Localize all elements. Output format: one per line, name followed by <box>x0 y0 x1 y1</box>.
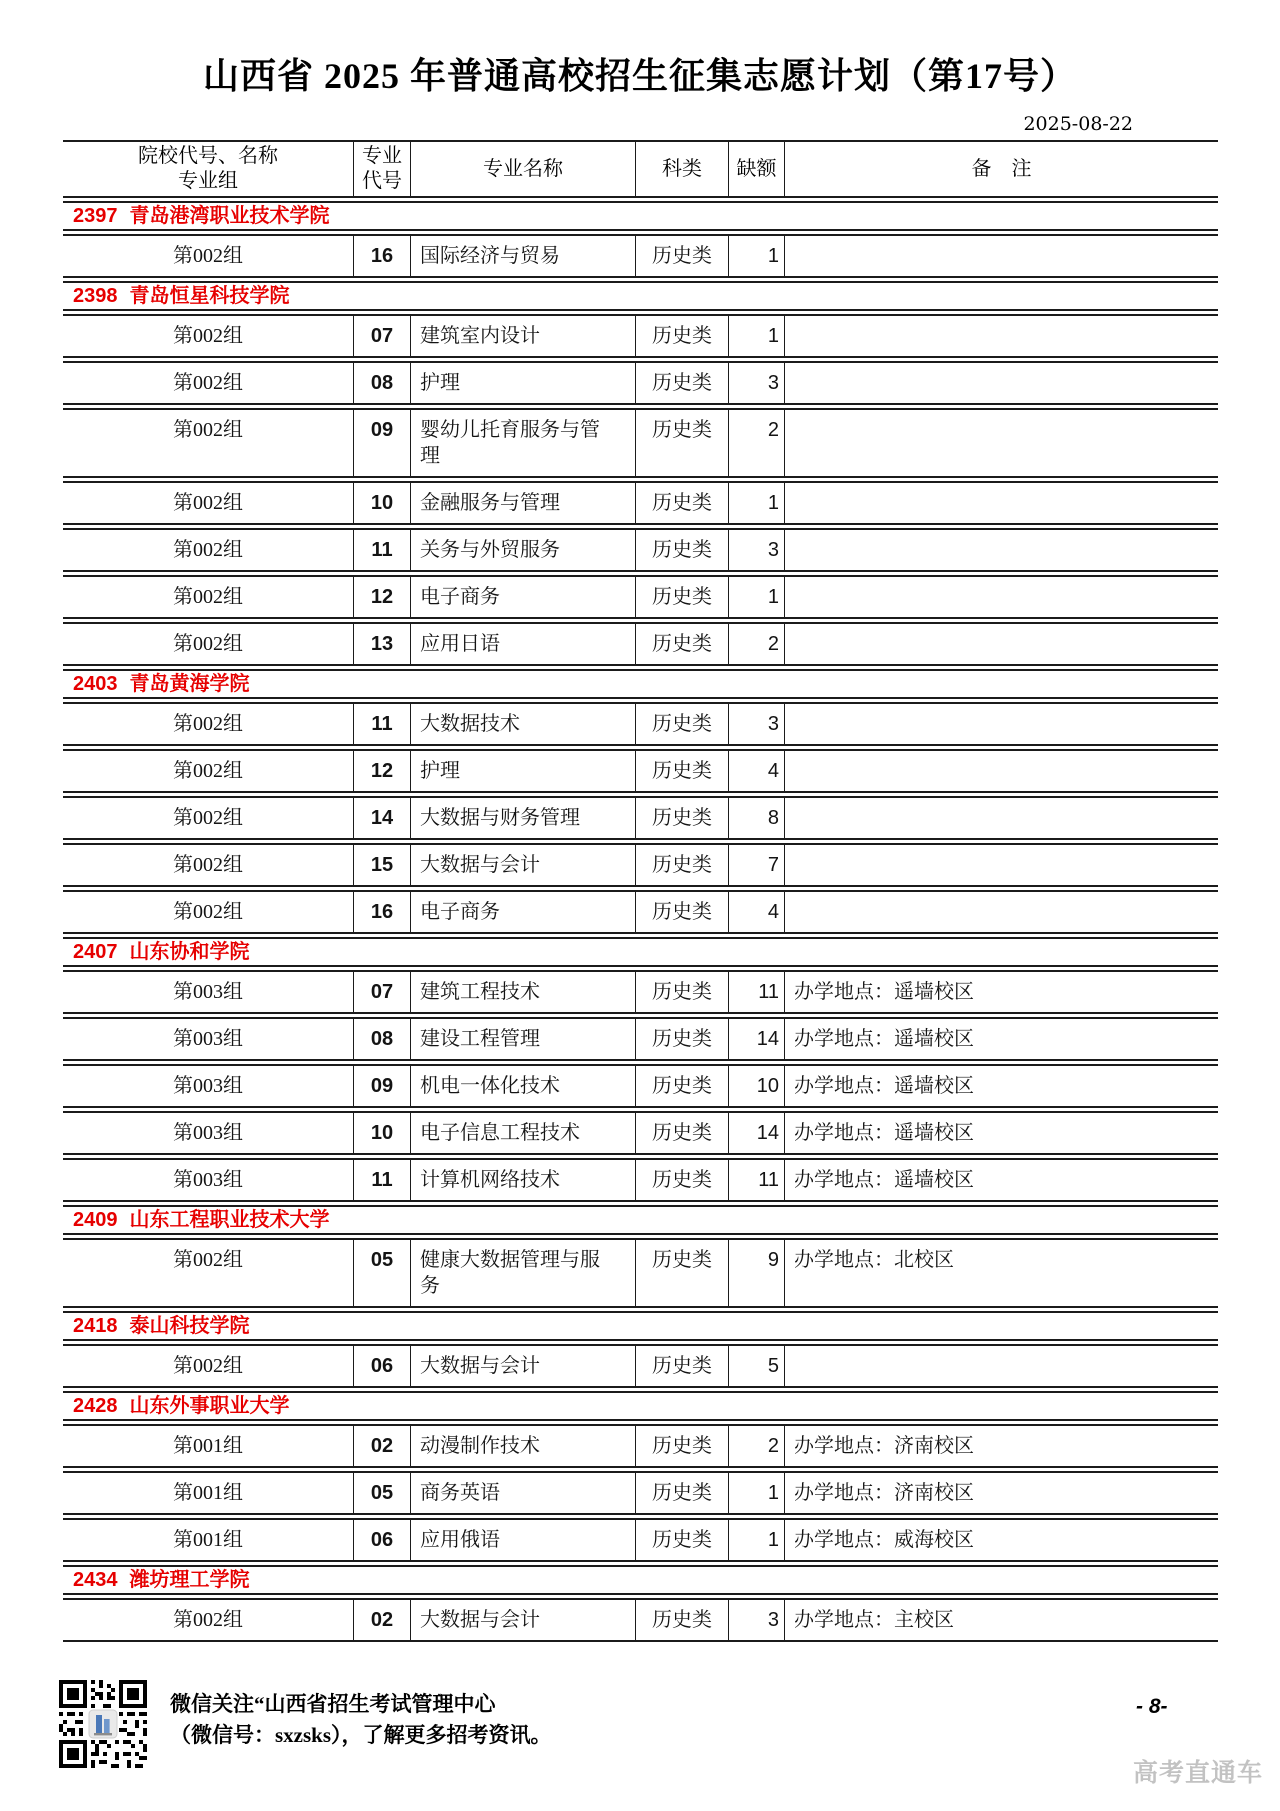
cell-note <box>784 624 1218 664</box>
cell-major-name: 关务与外贸服务 <box>410 530 635 570</box>
cell-vacancy: 11 <box>728 972 784 1012</box>
section-code: 2397 <box>73 205 118 227</box>
section-header <box>63 1205 1218 1235</box>
cell-major-name: 护理 <box>410 751 635 791</box>
table-row <box>63 1344 1218 1388</box>
cell-category: 历史类 <box>635 1066 728 1106</box>
cell-group: 第002组 <box>173 713 243 735</box>
cell-group: 第002组 <box>173 807 243 829</box>
table-row <box>63 843 1218 887</box>
cell-category: 历史类 <box>635 410 728 476</box>
section-code: 2418 <box>73 1315 118 1337</box>
table-header-row <box>63 140 1218 198</box>
header-vacancy-label: 缺额 <box>736 157 777 180</box>
cell-major-name: 婴幼儿托育服务与管理 <box>410 410 635 476</box>
table-row <box>63 408 1218 478</box>
cell-major-name: 电子商务 <box>410 892 635 932</box>
cell-major-name: 大数据与会计 <box>410 1346 635 1386</box>
cell-group: 第002组 <box>173 901 243 923</box>
cell-group: 第001组 <box>173 1482 243 1504</box>
table-row <box>63 528 1218 572</box>
section-name: 青岛恒星科技学院 <box>129 285 290 307</box>
section-name: 山东协和学院 <box>129 941 250 963</box>
cell-vacancy: 1 <box>728 1520 784 1560</box>
cell-group: 第002组 <box>173 854 243 876</box>
table-row <box>63 749 1218 793</box>
cell-category: 历史类 <box>635 1600 728 1640</box>
cell-group: 第003组 <box>173 981 243 1003</box>
table-row <box>63 1111 1218 1155</box>
cell-major-code: 11 <box>353 530 410 570</box>
cell-vacancy: 2 <box>728 410 784 476</box>
cell-note: 办学地点：主校区 <box>784 1600 1218 1640</box>
section-name: 山东外事职业大学 <box>129 1395 290 1417</box>
report-date: 2025-08-22 <box>1023 113 1133 135</box>
cell-major-code: 13 <box>353 624 410 664</box>
table-row <box>63 622 1218 666</box>
cell-note <box>784 483 1218 523</box>
cell-note <box>784 845 1218 885</box>
header-cell-major-name <box>410 142 635 196</box>
cell-major-name: 金融服务与管理 <box>410 483 635 523</box>
cell-category: 历史类 <box>635 1019 728 1059</box>
table-row <box>63 702 1218 746</box>
cell-major-name: 护理 <box>410 363 635 403</box>
cell-vacancy: 1 <box>728 236 784 276</box>
cell-category: 历史类 <box>635 1426 728 1466</box>
section-header <box>63 201 1218 231</box>
cell-note <box>784 363 1218 403</box>
cell-note <box>784 892 1218 932</box>
plan-table <box>63 140 1218 1642</box>
table-row <box>63 1424 1218 1468</box>
cell-major-name: 建筑室内设计 <box>410 316 635 356</box>
header-cell-category <box>635 142 728 196</box>
cell-major-code: 12 <box>353 751 410 791</box>
cell-vacancy: 2 <box>728 1426 784 1466</box>
cell-note: 办学地点：济南校区 <box>784 1426 1218 1466</box>
cell-note <box>784 798 1218 838</box>
cell-group: 第002组 <box>173 633 243 655</box>
cell-group: 第003组 <box>173 1169 243 1191</box>
section-name: 潍坊理工学院 <box>129 1569 250 1591</box>
cell-major-name: 建设工程管理 <box>410 1019 635 1059</box>
cell-major-code: 06 <box>353 1346 410 1386</box>
section-code: 2407 <box>73 941 118 963</box>
cell-vacancy: 1 <box>728 1473 784 1513</box>
wechat-qr-code-icon <box>59 1680 147 1768</box>
header-cell-major-code <box>353 142 410 196</box>
section-header <box>63 281 1218 311</box>
cell-category: 历史类 <box>635 624 728 664</box>
cell-category: 历史类 <box>635 1473 728 1513</box>
footer-note-line2: （微信号：sxzsks），了解更多招考资讯。 <box>170 1723 552 1747</box>
cell-group: 第003组 <box>173 1122 243 1144</box>
cell-note: 办学地点：遥墙校区 <box>784 1066 1218 1106</box>
cell-category: 历史类 <box>635 798 728 838</box>
cell-major-name: 大数据与财务管理 <box>410 798 635 838</box>
cell-category: 历史类 <box>635 530 728 570</box>
cell-group: 第002组 <box>173 325 243 347</box>
cell-major-code: 07 <box>353 972 410 1012</box>
cell-category: 历史类 <box>635 704 728 744</box>
cell-group: 第001组 <box>173 1435 243 1457</box>
table-row <box>63 970 1218 1014</box>
cell-major-code: 09 <box>353 410 410 476</box>
cell-category: 历史类 <box>635 316 728 356</box>
cell-note <box>784 410 1218 476</box>
cell-major-code: 16 <box>353 892 410 932</box>
cell-major-name: 电子商务 <box>410 577 635 617</box>
header-note-label: 备 注 <box>971 157 1032 180</box>
cell-major-code: 10 <box>353 483 410 523</box>
cell-category: 历史类 <box>635 1240 728 1306</box>
section-name: 青岛黄海学院 <box>129 673 250 695</box>
cell-category: 历史类 <box>635 483 728 523</box>
table-row <box>63 890 1218 934</box>
cell-note: 办学地点：遥墙校区 <box>784 1113 1218 1153</box>
table-row <box>63 1158 1218 1202</box>
cell-major-code: 10 <box>353 1113 410 1153</box>
cell-major-code: 16 <box>353 236 410 276</box>
cell-note: 办学地点：威海校区 <box>784 1520 1218 1560</box>
table-row <box>63 1064 1218 1108</box>
cell-group: 第002组 <box>173 539 243 561</box>
table-row <box>63 1238 1218 1308</box>
header-major-code-line1: 专业 <box>362 145 402 167</box>
cell-vacancy: 1 <box>728 316 784 356</box>
cell-group: 第002组 <box>173 1355 243 1377</box>
cell-major-name: 应用俄语 <box>410 1520 635 1560</box>
cell-vacancy: 8 <box>728 798 784 838</box>
cell-major-name: 大数据与会计 <box>410 845 635 885</box>
table-row <box>63 234 1218 278</box>
cell-vacancy: 11 <box>728 1160 784 1200</box>
cell-note: 办学地点：遥墙校区 <box>784 1019 1218 1059</box>
cell-note <box>784 316 1218 356</box>
cell-group: 第002组 <box>173 419 243 441</box>
cell-major-code: 02 <box>353 1600 410 1640</box>
cell-category: 历史类 <box>635 1520 728 1560</box>
cell-major-name: 商务英语 <box>410 1473 635 1513</box>
cell-major-code: 11 <box>353 704 410 744</box>
cell-vacancy: 1 <box>728 483 784 523</box>
cell-major-code: 06 <box>353 1520 410 1560</box>
cell-vacancy: 14 <box>728 1019 784 1059</box>
cell-major-code: 05 <box>353 1473 410 1513</box>
cell-major-name: 大数据与会计 <box>410 1600 635 1640</box>
cell-vacancy: 3 <box>728 530 784 570</box>
section-name: 山东工程职业技术大学 <box>129 1209 330 1231</box>
cell-major-name: 国际经济与贸易 <box>410 236 635 276</box>
cell-vacancy: 3 <box>728 363 784 403</box>
cell-major-code: 14 <box>353 798 410 838</box>
header-category-label: 科类 <box>662 157 702 180</box>
cell-group: 第003组 <box>173 1075 243 1097</box>
cell-vacancy: 4 <box>728 892 784 932</box>
cell-note: 办学地点：北校区 <box>784 1240 1218 1306</box>
table-row <box>63 575 1218 619</box>
cell-vacancy: 5 <box>728 1346 784 1386</box>
cell-major-code: 05 <box>353 1240 410 1306</box>
cell-group: 第001组 <box>173 1529 243 1551</box>
table-row <box>63 361 1218 405</box>
cell-group: 第002组 <box>173 372 243 394</box>
cell-major-code: 15 <box>353 845 410 885</box>
table-row <box>63 796 1218 840</box>
cell-major-code: 08 <box>353 1019 410 1059</box>
section-code: 2403 <box>73 673 118 695</box>
cell-major-name: 电子信息工程技术 <box>410 1113 635 1153</box>
cell-category: 历史类 <box>635 236 728 276</box>
cell-vacancy: 7 <box>728 845 784 885</box>
table-row <box>63 1017 1218 1061</box>
cell-category: 历史类 <box>635 845 728 885</box>
cell-major-name: 应用日语 <box>410 624 635 664</box>
footer-note-line1: 微信关注“山西省招生考试管理中心 <box>170 1692 496 1716</box>
cell-vacancy: 9 <box>728 1240 784 1306</box>
cell-note <box>784 236 1218 276</box>
cell-vacancy: 3 <box>728 704 784 744</box>
cell-group: 第002组 <box>173 760 243 782</box>
header-cell-college <box>63 142 353 196</box>
cell-category: 历史类 <box>635 892 728 932</box>
section-code: 2434 <box>73 1569 118 1591</box>
section-header <box>63 1565 1218 1595</box>
header-cell-note <box>784 142 1218 196</box>
header-college-line2: 专业组 <box>178 170 238 192</box>
cell-major-code: 11 <box>353 1160 410 1200</box>
cell-group: 第002组 <box>173 1609 243 1631</box>
section-header <box>63 937 1218 967</box>
cell-vacancy: 10 <box>728 1066 784 1106</box>
cell-category: 历史类 <box>635 972 728 1012</box>
cell-category: 历史类 <box>635 1160 728 1200</box>
cell-group: 第002组 <box>173 586 243 608</box>
cell-category: 历史类 <box>635 1346 728 1386</box>
cell-major-name: 建筑工程技术 <box>410 972 635 1012</box>
cell-vacancy: 4 <box>728 751 784 791</box>
cell-group: 第002组 <box>173 492 243 514</box>
header-cell-vacancy <box>728 142 784 196</box>
table-row <box>63 314 1218 358</box>
cell-group: 第003组 <box>173 1028 243 1050</box>
header-college-line1: 院校代号、名称 <box>138 145 278 167</box>
cell-category: 历史类 <box>635 363 728 403</box>
footer-note <box>170 1689 810 1751</box>
page-number: - 8- <box>1136 1695 1168 1718</box>
cell-major-name: 计算机网络技术 <box>410 1160 635 1200</box>
cell-note <box>784 577 1218 617</box>
section-name: 泰山科技学院 <box>129 1315 250 1337</box>
cell-major-code: 07 <box>353 316 410 356</box>
cell-major-name: 大数据技术 <box>410 704 635 744</box>
table-row <box>63 1471 1218 1515</box>
page-title: 山西省 2025 年普通高校招生征集志愿计划（第17号） <box>202 56 1077 96</box>
cell-major-name: 机电一体化技术 <box>410 1066 635 1106</box>
section-name: 青岛港湾职业技术学院 <box>129 205 330 227</box>
header-major-code-line2: 代号 <box>362 170 402 192</box>
cell-category: 历史类 <box>635 1113 728 1153</box>
cell-note <box>784 751 1218 791</box>
cell-group: 第002组 <box>173 1249 243 1271</box>
cell-note <box>784 530 1218 570</box>
cell-vacancy: 2 <box>728 624 784 664</box>
cell-category: 历史类 <box>635 577 728 617</box>
cell-vacancy: 14 <box>728 1113 784 1153</box>
cell-note: 办学地点：遥墙校区 <box>784 1160 1218 1200</box>
cell-note <box>784 704 1218 744</box>
cell-major-code: 12 <box>353 577 410 617</box>
section-header <box>63 1391 1218 1421</box>
cell-category: 历史类 <box>635 751 728 791</box>
cell-major-name: 健康大数据管理与服务 <box>410 1240 635 1306</box>
cell-vacancy: 3 <box>728 1600 784 1640</box>
cell-major-code: 09 <box>353 1066 410 1106</box>
cell-group: 第002组 <box>173 245 243 267</box>
cell-note: 办学地点：遥墙校区 <box>784 972 1218 1012</box>
cell-note <box>784 1346 1218 1386</box>
section-code: 2409 <box>73 1209 118 1231</box>
table-row <box>63 1598 1218 1642</box>
cell-vacancy: 1 <box>728 577 784 617</box>
cell-note: 办学地点：济南校区 <box>784 1473 1218 1513</box>
cell-major-code: 02 <box>353 1426 410 1466</box>
cell-major-code: 08 <box>353 363 410 403</box>
watermark: 高考直通车 <box>1133 1759 1264 1787</box>
cell-major-name: 动漫制作技术 <box>410 1426 635 1466</box>
section-header <box>63 1311 1218 1341</box>
section-code: 2398 <box>73 285 118 307</box>
section-header <box>63 669 1218 699</box>
section-code: 2428 <box>73 1395 118 1417</box>
table-row <box>63 481 1218 525</box>
table-row <box>63 1518 1218 1562</box>
header-major-name-label: 专业名称 <box>483 157 563 180</box>
